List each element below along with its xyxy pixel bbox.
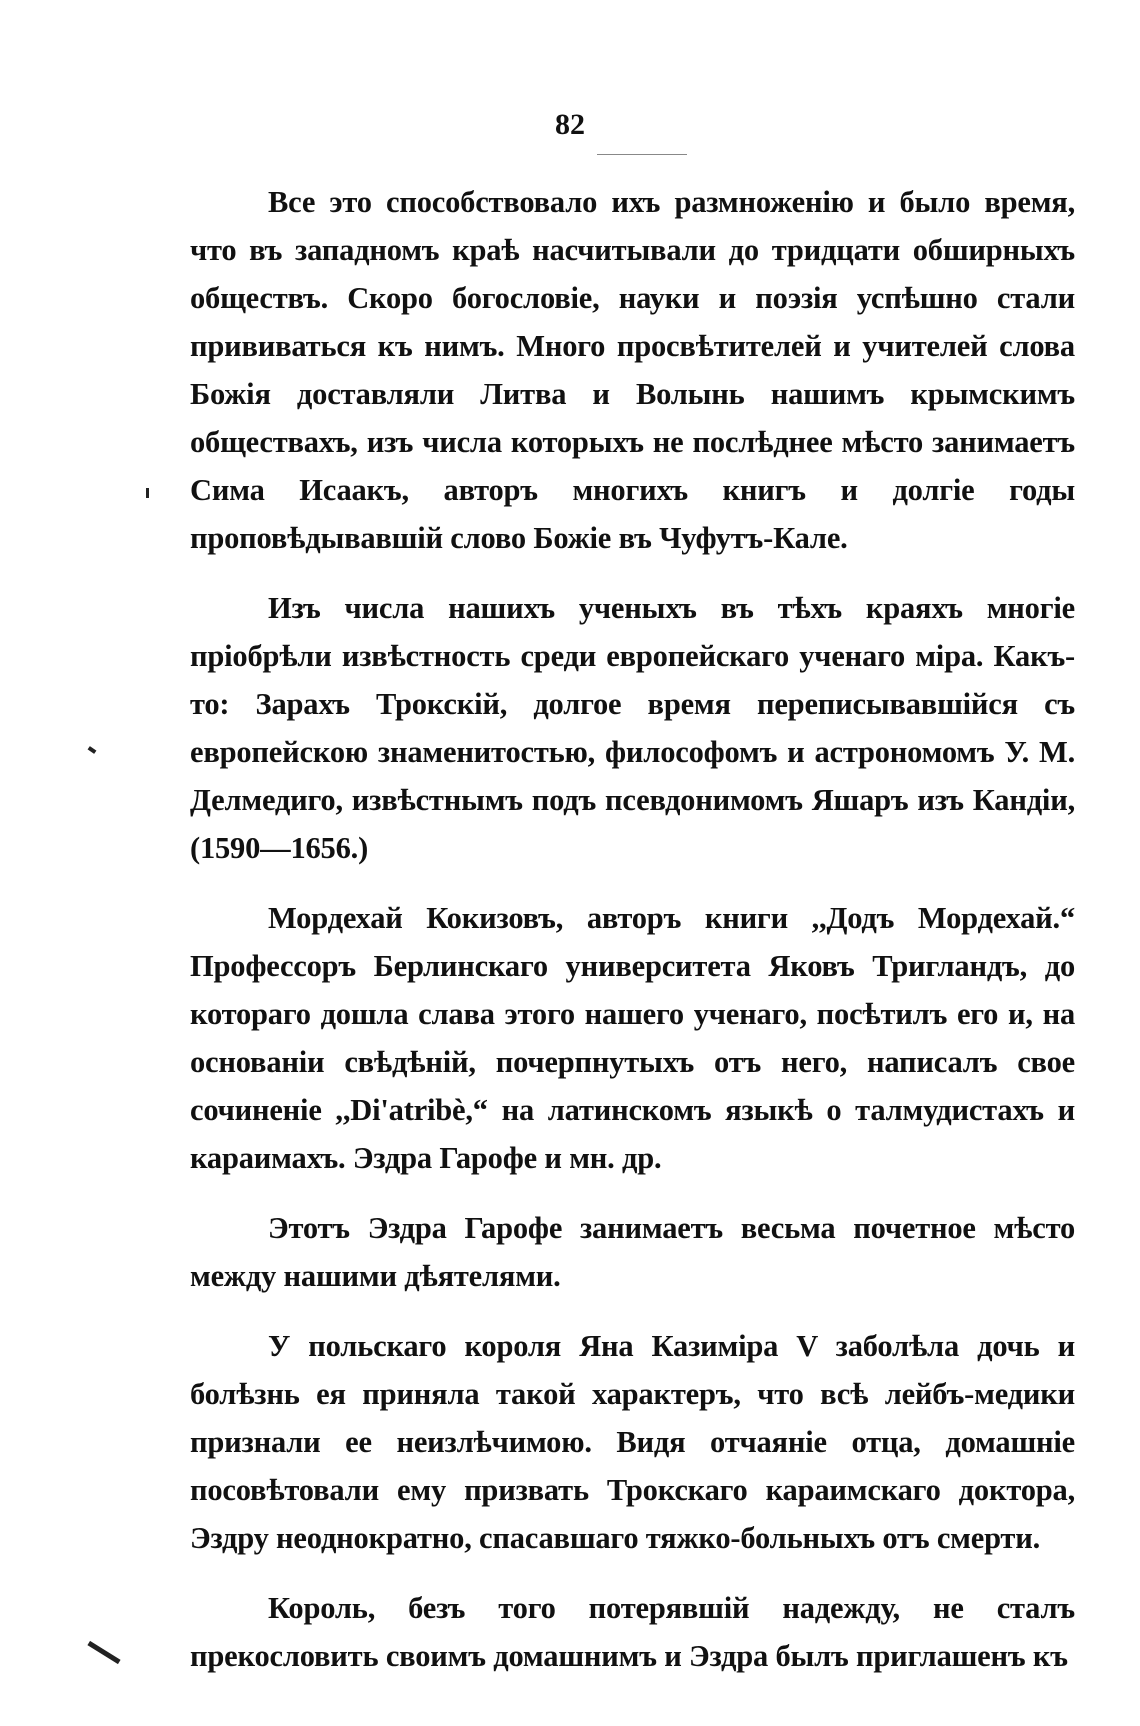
margin-speck-3 [87,1641,120,1664]
body-text [190,178,1075,1700]
paragraph-1: Все это способствовало ихъ размноженію и было время, что въ западномъ краѣ насчитывали до тридцати обширныхъ обществъ. Скоро богословіе, науки и поэзія успѣшно стали прививаться къ нимъ. Много просвѣтителей и учителей слова Божія доставляли Литва и Волынь нашимъ крымскимъ обществахъ, изъ числа которыхъ не послѣднее мѣсто занимаетъ Сима Исаакъ, авторъ многихъ книгъ и долгіе годы проповѣдывавшій слово Божіе въ Чуфутъ-Кале. [190,185,1075,555]
page-number: 82 [555,108,585,141]
paragraph-4: Этотъ Эздра Гарофе занимаетъ весьма почетное мѣсто между нашими дѣятелями. [190,1211,1075,1293]
margin-speck-2 [88,746,97,754]
paragraph-5: У польскаго короля Яна Казиміра V заболѣла дочь и болѣзнь ея приняла такой характеръ, что всѣ лейбъ-медики признали ее неизлѣчимою. Видя отчаяніе отца, домашніе посовѣтовали ему призвать Трокскаго караимскаго доктора, Эздру неоднократно, спасавшаго тяжко-больныхъ отъ смерти. [190,1329,1075,1555]
paragraph-3: Мордехай Кокизовъ, авторъ книги ,,Додъ Мордехай.“ Профессоръ Берлинскаго университета Яковъ Тригландъ, до котораго дошла слава этого нашего ученаго, посѣтилъ его и, на основаніи свѣдѣній, почерпнутыхъ отъ него, написалъ свое сочиненіе ,,Di'atribè,“ на латинскомъ языкѣ о талмудистахъ и караимахъ. Эздра Гарофе и мн. др. [190,901,1075,1175]
page-number-rule [597,154,687,155]
paragraph-6: Король, безъ того потерявшій надежду, не сталъ прекословить своимъ домашнимъ и Эздра былъ приглашенъ къ [190,1591,1075,1673]
paragraph-2: Изъ числа нашихъ ученыхъ въ тѣхъ краяхъ многіе пріобрѣли извѣстность среди европейскаго ученаго міра. Какъ-то: Зарахъ Трокскій, долгое время переписывавшійся съ европейскою знаменитостью, философомъ и астрономомъ У. М. Делмедиго, извѣстнымъ подъ псевдонимомъ Яшаръ изъ Кандіи, (1590—1656.) [190,591,1075,865]
margin-speck-1 [146,488,149,498]
